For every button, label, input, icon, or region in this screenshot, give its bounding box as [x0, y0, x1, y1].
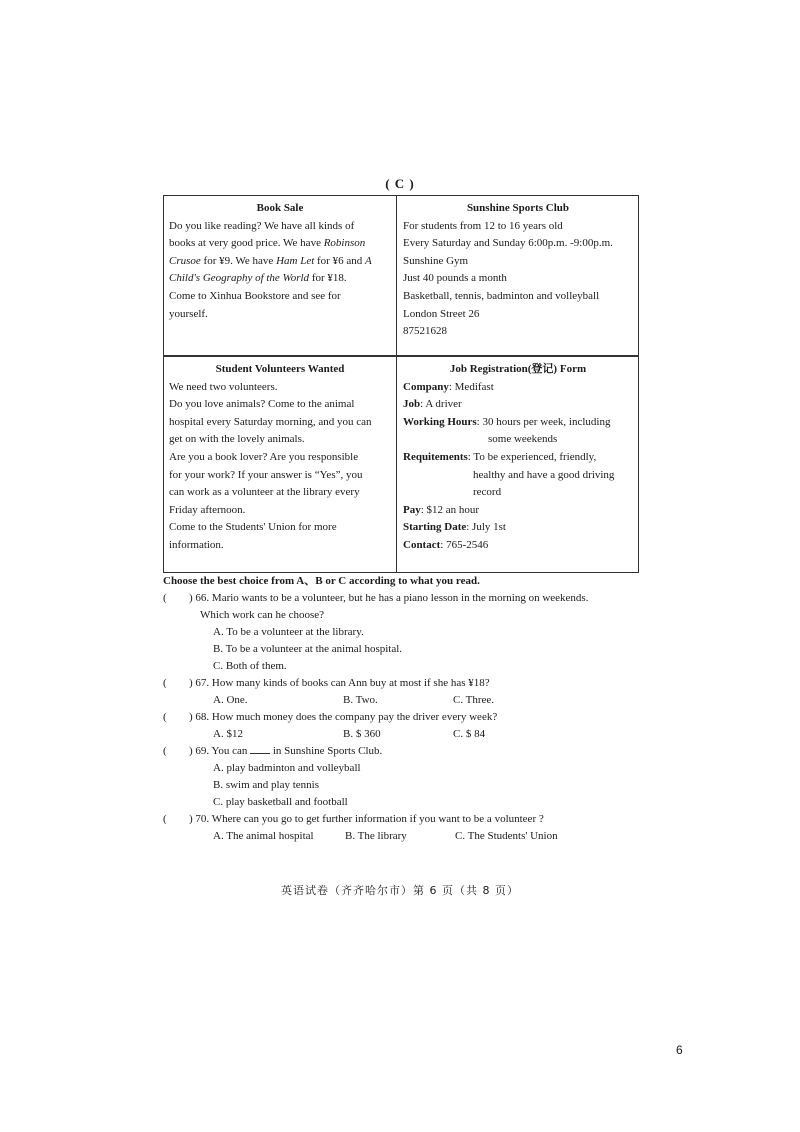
question-69	[163, 743, 643, 760]
field-label: Company	[403, 380, 449, 393]
volunteers-line: Do you love animals? Come to the animal	[169, 398, 355, 411]
sports-club-line: For students from 12 to 16 years old	[403, 219, 563, 232]
book-title-crusoe: Crusoe	[169, 254, 201, 267]
text-run: books at very good price. We have	[169, 237, 324, 250]
field-value-cont: healthy and have a good driving	[473, 468, 615, 481]
option-b: B. swim and play tennis	[213, 779, 320, 791]
book-sale-body	[169, 218, 391, 324]
sports-club-line: Sunshine Gym	[403, 254, 469, 267]
question-70	[163, 811, 643, 828]
volunteers-body	[169, 379, 391, 555]
text-run: for ¥6 and	[314, 254, 365, 267]
option-c: C. Three.	[453, 694, 495, 706]
sports-club-line: Basketball, tennis, badminton and volleyball	[403, 289, 600, 302]
volunteers-cell	[164, 356, 397, 572]
option-c: C. The Students' Union	[455, 830, 558, 842]
book-title-hamlet: Ham Let	[276, 254, 315, 267]
volunteers-line: Friday afternoon.	[169, 503, 246, 516]
question-stem: ) 69. You can	[189, 745, 251, 757]
options-row	[163, 726, 643, 743]
sports-club-line: Just 40 pounds a month	[403, 272, 507, 285]
book-sale-line	[169, 270, 391, 288]
question-66	[163, 590, 643, 607]
volunteers-title: Student Volunteers Wanted	[215, 363, 345, 375]
sports-club-line: Every Saturday and Sunday 6:00p.m. -9:00p.m.	[403, 237, 613, 250]
volunteers-line: information.	[169, 538, 224, 551]
book-sale-line: yourself.	[169, 307, 208, 320]
text-run: for ¥9. We have	[200, 254, 277, 267]
option-c: C. play basketball and football	[213, 796, 348, 808]
question-67	[163, 675, 643, 692]
option-b: B. The library	[345, 830, 407, 842]
book-sale-cell	[164, 196, 397, 356]
volunteers-line: hospital every Saturday morning, and you can	[169, 415, 372, 428]
job-job-row	[403, 396, 633, 414]
job-req-row	[403, 449, 633, 467]
section-title: ( C )	[385, 176, 415, 191]
book-title-robinson: Robinson	[323, 237, 366, 250]
sports-club-line: London Street 26	[403, 307, 480, 320]
book-title-geography: Child's Geography of the World	[169, 272, 310, 285]
job-form-title: Job Registration(登记) Form	[449, 363, 587, 375]
option-b: B. To be a volunteer at the animal hospital.	[213, 643, 403, 655]
book-sale-line	[169, 253, 391, 271]
options-row	[163, 692, 643, 709]
field-value: : A driver	[420, 398, 462, 411]
option-a: A. To be a volunteer at the library.	[213, 626, 364, 638]
field-value: : $12 an hour	[420, 503, 480, 516]
option-a: A. $12	[213, 728, 243, 740]
field-value: : To be experienced, friendly,	[467, 450, 597, 463]
volunteers-line: get on with the lovely animals.	[169, 433, 305, 446]
field-label: Job	[403, 398, 421, 411]
field-label: Working Hours	[403, 415, 477, 428]
job-form-cell	[397, 356, 638, 572]
instructions: Choose the best choice from A、B or C according to what you read.	[163, 575, 480, 587]
book-sale-line: Come to Xinhua Bookstore and see for	[169, 289, 341, 302]
sports-club-title: Sunshine Sports Club	[466, 202, 570, 214]
options-row	[163, 828, 643, 845]
option-c: C. Both of them.	[213, 660, 287, 672]
answer-blank[interactable]	[250, 743, 270, 754]
page-number: 6	[676, 1043, 683, 1057]
question-stem: ) 70. Where can you go to get further information if you want to be a volunteer ?	[189, 813, 544, 825]
book-sale-title: Book Sale	[256, 202, 304, 214]
volunteers-line: can work as a volunteer at the library every	[169, 486, 360, 499]
field-value-cont: record	[473, 486, 502, 499]
question-stem: in Sunshine Sports Club.	[270, 745, 383, 757]
question-stem: ) 67. How many kinds of books can Ann buy at most if she has ¥18?	[189, 677, 490, 689]
field-label: Starting Date	[403, 521, 467, 534]
book-sale-line	[169, 235, 391, 253]
job-pay-row	[403, 502, 633, 520]
question-68	[163, 709, 643, 726]
option-a: A. One.	[213, 694, 248, 706]
job-company-row	[403, 379, 633, 397]
question-stem-cont: Which work can he choose?	[200, 609, 325, 621]
sports-club-cell	[397, 196, 638, 356]
sports-club-line: 87521628	[403, 325, 447, 338]
volunteers-line: for your work? If your answer is “Yes”, you	[169, 468, 363, 481]
field-value: : 30 hours per week, including	[476, 415, 611, 428]
job-hours-row	[403, 414, 633, 432]
page-footer: 英语试卷（齐齐哈尔市）第 6 页（共 8 页）	[281, 884, 519, 897]
answer-paren[interactable]: (	[163, 745, 167, 757]
option-b: B. $ 360	[343, 728, 381, 740]
book-sale-line: Do you like reading? We have all kinds of	[169, 219, 355, 232]
option-a: A. The animal hospital	[213, 830, 314, 842]
field-label: Contact	[403, 538, 441, 551]
field-value-cont: some weekends	[488, 433, 558, 446]
field-value: : July 1st	[466, 521, 506, 534]
book-title-a: A	[364, 254, 372, 267]
volunteers-line: We need two volunteers.	[169, 380, 278, 393]
field-value: : 765-2546	[440, 538, 489, 551]
question-stem: ) 68. How much money does the company pay the driver every week?	[189, 711, 498, 723]
questions-section	[163, 573, 643, 845]
job-contact-row	[403, 537, 633, 555]
answer-paren[interactable]: (	[163, 677, 167, 689]
info-table	[163, 195, 639, 573]
question-stem: ) 66. Mario wants to be a volunteer, but he has a piano lesson in the morning on weekends.	[189, 592, 589, 604]
field-label: Requitements	[403, 450, 468, 463]
field-value: : Medifast	[448, 380, 494, 393]
job-start-row	[403, 519, 633, 537]
option-b: B. Two.	[343, 694, 378, 706]
volunteers-line: Are you a book lover? Are you responsible	[169, 450, 359, 463]
option-a: A. play badminton and volleyball	[213, 762, 361, 774]
text-run: for ¥18.	[309, 272, 347, 285]
volunteers-line: Come to the Students' Union for more	[169, 521, 337, 534]
answer-paren[interactable]: (	[163, 592, 167, 604]
answer-paren[interactable]: (	[163, 813, 167, 825]
option-c: C. $ 84	[453, 728, 486, 740]
field-label: Pay	[403, 503, 421, 516]
answer-paren[interactable]: (	[163, 711, 167, 723]
